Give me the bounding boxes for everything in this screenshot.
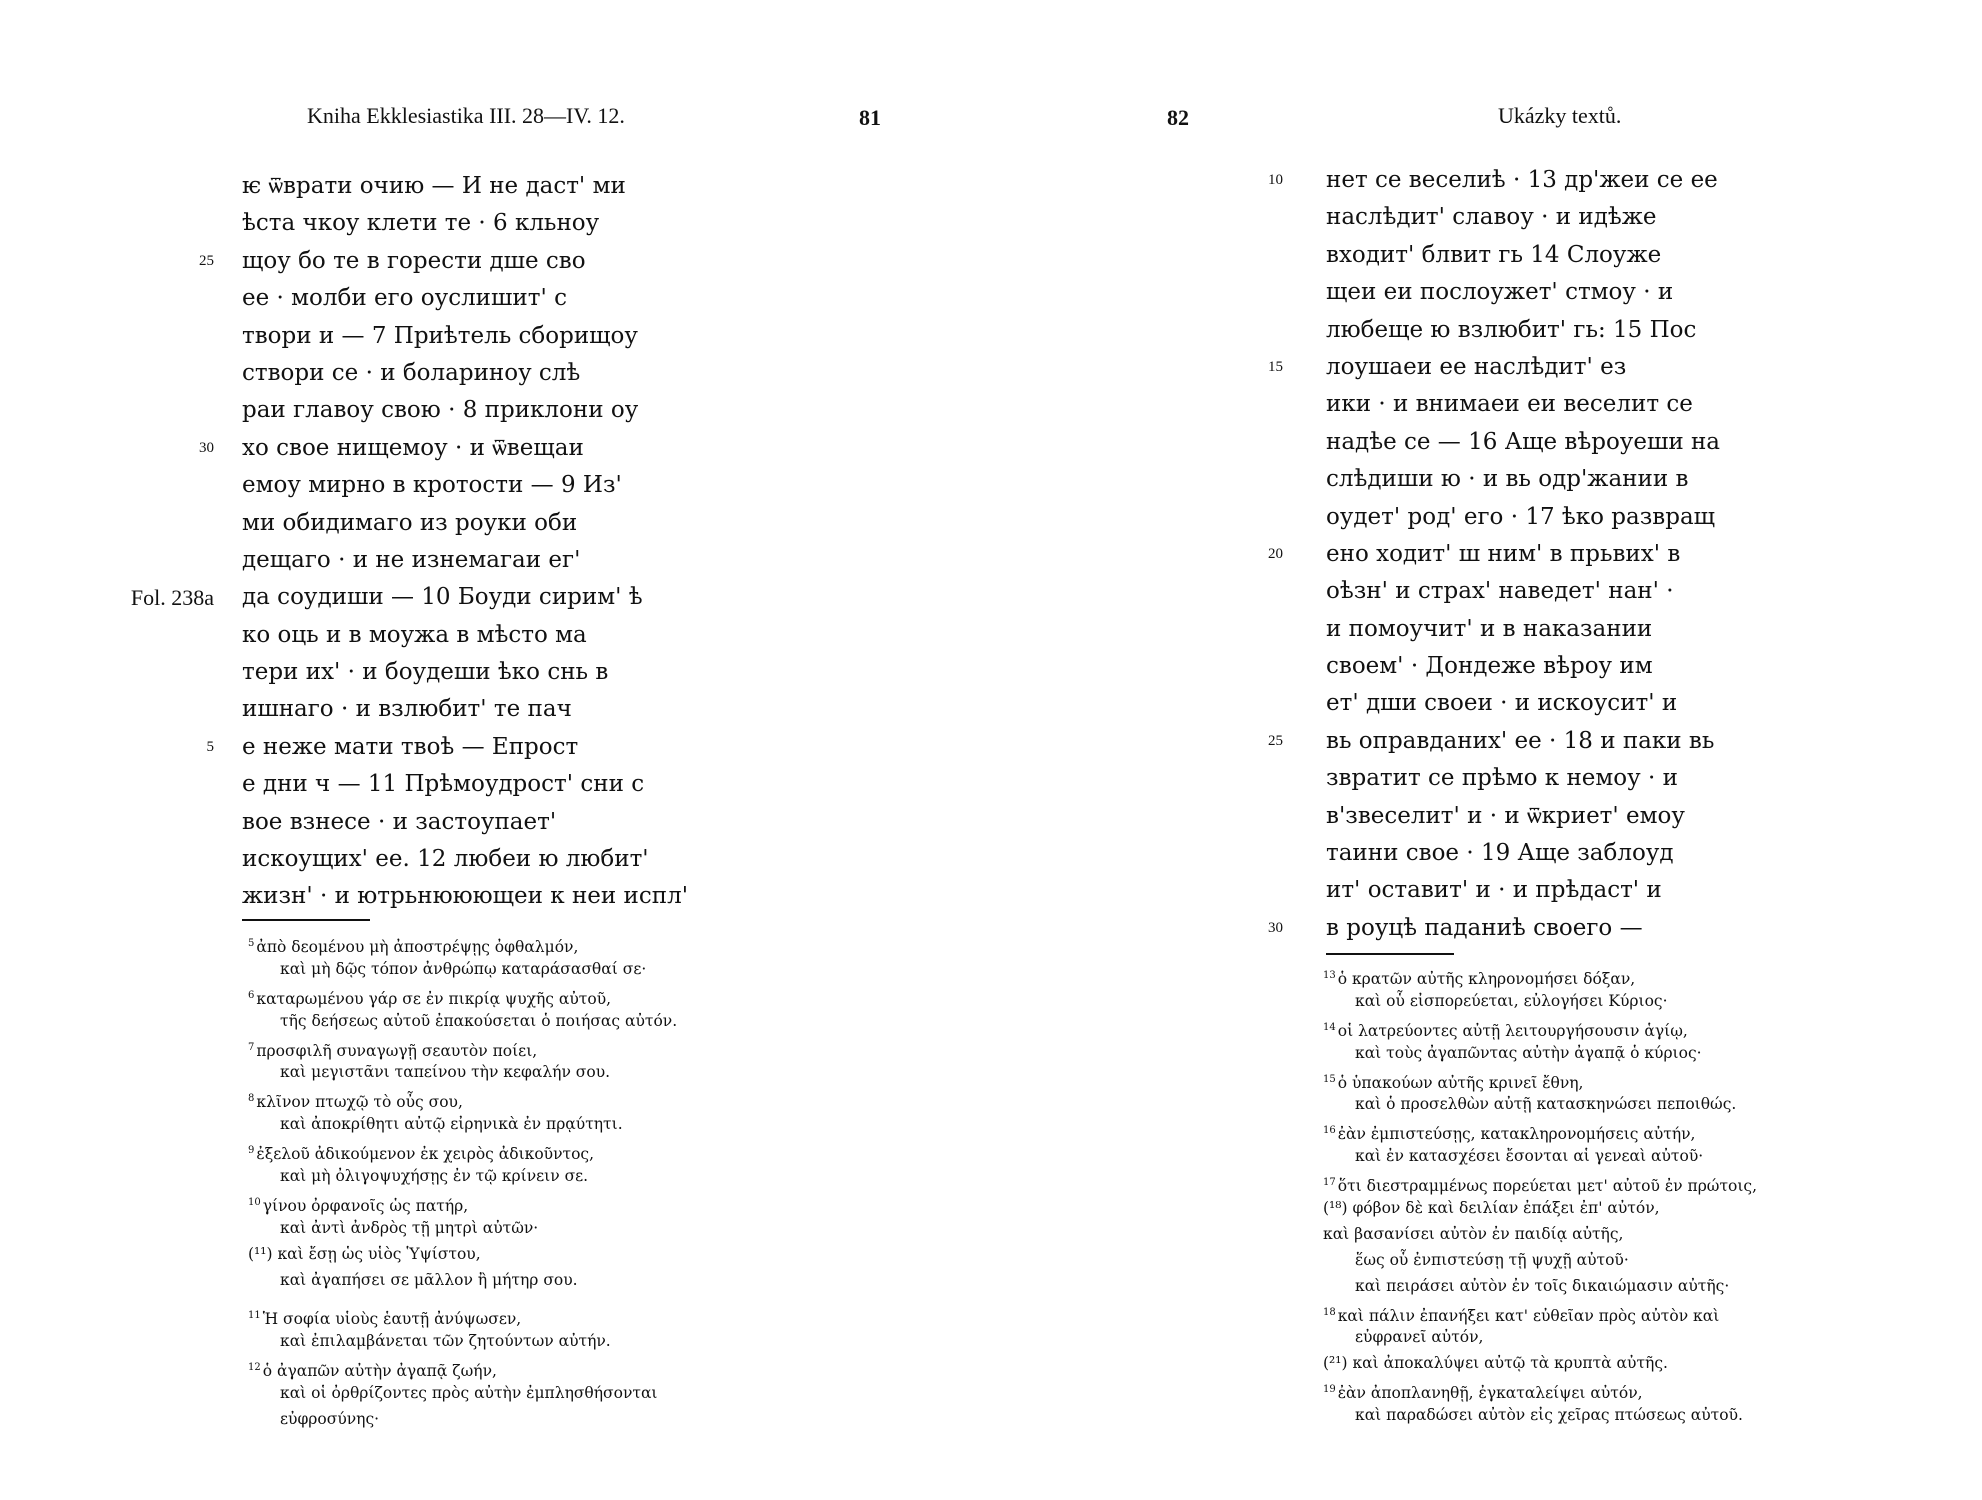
line-number: 20	[1268, 545, 1283, 562]
verse-line-text: своем' · Дондеже вѣроу им	[1326, 653, 1653, 680]
verse-line-text: раи главоу свою · 8 приклони оу	[242, 397, 639, 424]
footnote-verse-number: 10	[248, 1196, 261, 1208]
footnote-line	[1323, 1170, 1757, 1196]
verse-line-text: да соудиши — 10 Боуди сирим' ѣ	[242, 584, 643, 611]
footnote-line	[1323, 1092, 1757, 1118]
footnote-text: κλῖνον πτωχῷ τὸ οὖς σου,	[256, 1093, 463, 1112]
verse-line-text: оѣзн' и страх' наведет' нан' ·	[1326, 578, 1674, 605]
verse-line	[1326, 760, 1720, 797]
verse-line	[242, 766, 688, 803]
footnote-line	[248, 931, 677, 957]
line-number: 5	[206, 738, 214, 755]
verse-line-text: ѣста чкоу клети те · 6 кльноу	[242, 210, 600, 237]
footnote-verse-number: 12	[248, 1362, 261, 1374]
footnote-verse-number: 8	[248, 1093, 255, 1105]
verse-line	[242, 392, 688, 429]
footnote-text: καὶ οὗ εἰσπορεύεται, εὐλογήσει Κύριος·	[1355, 991, 1668, 1010]
greek-footnotes	[1323, 963, 1757, 1429]
footnote-line	[248, 983, 677, 1009]
footnote-text: καὶ τοὺς ἀγαπῶντας αὐτὴν ἀγαπᾷ ὁ κύριος·	[1355, 1043, 1702, 1062]
verse-line	[206, 729, 688, 766]
verse-line	[242, 804, 688, 841]
verse-line	[1326, 685, 1720, 722]
footnote-text: εὐφρανεῖ αὐτόν,	[1355, 1328, 1484, 1347]
verse-line	[242, 691, 688, 728]
verse-line	[242, 168, 688, 205]
verse-line	[1326, 872, 1720, 909]
footnote-verse-number: 7	[248, 1041, 255, 1053]
footnote-line	[248, 1009, 677, 1035]
footnote-verse-number: 19	[1323, 1384, 1336, 1396]
verse-line-text: надѣе се — 16 Аще вѣроуеши на	[1326, 428, 1721, 455]
footnote-rule	[1326, 953, 1454, 955]
footnote-line	[248, 1216, 677, 1242]
verse-line	[1326, 199, 1720, 236]
footnote-text: οἱ λατρεύοντες αὐτῇ λειτουργήσουσιν ἁγίῳ,	[1337, 1021, 1688, 1040]
verse-line-text: твори и — 7 Приѣтель сборищоу	[242, 322, 638, 349]
footnote-text: ὁ κρατῶν αὐτῆς κληρονομήσει δόξαν,	[1337, 970, 1636, 988]
footnote-text: καὶ ἐπιλαμβάνεται τῶν ζητούντων αὐτήν.	[280, 1332, 611, 1351]
footnote-verse-number: 17	[1323, 1177, 1336, 1189]
footnote-text: (¹¹) καὶ ἔσῃ ὡς υἱὸς Ὑψίστου,	[248, 1244, 481, 1263]
verse-line-text: искоущих' ее. 12 любеи ю любит'	[242, 846, 649, 873]
greek-footnotes	[248, 931, 677, 1433]
footnote-verse-number: 9	[248, 1145, 255, 1157]
footnote-verse-number: 16	[1323, 1125, 1336, 1137]
footnote-text: ἕως οὗ ἐνπιστεύσῃ τῇ ψυχῇ αὐτοῦ·	[1355, 1250, 1629, 1269]
footnote-line	[1323, 1015, 1757, 1041]
footnote-line	[248, 1381, 677, 1407]
footnote-text: καὶ ἀντὶ ἀνδρὸς τῇ μητρὶ αὐτῶν·	[280, 1218, 539, 1237]
verse-line	[242, 205, 688, 242]
verse-line-text: дещаго · и не изнемагаи ег'	[242, 546, 581, 573]
footnote-text: καὶ πειράσει αὐτὸν ἐν τοῖς δικαιώμασιν αὐτῆς·	[1355, 1276, 1730, 1295]
line-number: 30	[199, 439, 214, 456]
verse-line-text: жизн' · и ютрьнююющеи к неи испл'	[242, 883, 689, 910]
footnote-text: καὶ οἱ ὀρθρίζοντες πρὸς αὐτὴν ἐμπλησθήσονται	[280, 1384, 658, 1403]
footnote-line	[248, 1407, 677, 1433]
verse-line-text: емоу мирно в кротости — 9 Из'	[242, 472, 622, 499]
footnote-verse-number: 18	[1323, 1306, 1336, 1318]
verse-line-text: вое взнесе · и застоупает'	[242, 808, 557, 835]
footnote-line	[1323, 1067, 1757, 1093]
footnote-line	[1323, 1144, 1757, 1170]
footnote-line	[248, 1329, 677, 1355]
verse-line-text: хо свое нищемоу · и ѿвещаи	[242, 434, 584, 461]
verse-line-text: оудет' род' его · 17 ѣко развращ	[1326, 503, 1716, 530]
footnote-text: γίνου ὀρφανοῖς ὡς πατήρ,	[262, 1196, 469, 1215]
verse-line	[1326, 386, 1720, 423]
footnote-line	[1323, 989, 1757, 1015]
footnote-text: καὶ ὁ προσελθὼν αὐτῇ κατασκηνώσει πεποιθώς.	[1355, 1095, 1737, 1114]
footnote-text: καὶ πάλιν ἐπανήξει κατ' εὐθεῖαν πρὸς αὐτὸν καὶ	[1337, 1306, 1720, 1325]
footnote-text: καταρωμένου γάρ σε ἐν πικρίᾳ ψυχῆς αὐτοῦ,	[256, 989, 612, 1008]
verse-line	[242, 841, 688, 878]
verse-line	[1326, 461, 1720, 498]
page-number: 81	[859, 105, 881, 130]
footnote-line	[248, 1060, 677, 1086]
line-number: 15	[1268, 358, 1283, 375]
verse-text	[1268, 162, 1721, 947]
line-number: 25	[1268, 732, 1283, 749]
footnote-text: ἐὰν ἀποπλανηθῇ, ἐγκαταλείψει αὐτόν,	[1337, 1384, 1643, 1403]
running-head: Kniha Ekklesiastika III. 28—IV. 12.	[307, 103, 625, 128]
verse-line-text: нет се веселиѣ · 13 др'жеи се ее	[1326, 167, 1718, 193]
verse-line-text: вь оправданих' ее · 18 и паки вь	[1326, 727, 1715, 754]
footnote-text: ὅτι διεστραμμένως πορεύεται μετ' αὐτοῦ ἐν πρώτοις,	[1337, 1177, 1758, 1196]
verse-line	[242, 280, 688, 317]
verse-line	[1326, 573, 1720, 610]
verse-line-text: входит' блвит гь 14 Слоуже	[1326, 241, 1662, 268]
footnote-verse-number: 15	[1323, 1073, 1336, 1085]
verse-line	[199, 430, 688, 467]
footnote-text: καὶ μὴ ὀλιγοψυχήσῃς ἐν τῷ κρίνειν σε.	[280, 1167, 589, 1186]
verse-line-text: ено ходит' ш ним' в прьвих' в	[1326, 540, 1681, 567]
verse-line	[1268, 536, 1720, 573]
verse-line	[242, 542, 688, 579]
footnote-text: καὶ ἀγαπήσει σε μᾶλλον ἢ μήτηρ σου.	[280, 1270, 578, 1289]
footnote-line	[1323, 1325, 1757, 1351]
footnote-line	[1323, 1222, 1757, 1248]
verse-line	[242, 505, 688, 542]
footnote-verse-number: 5	[248, 938, 255, 949]
verse-line	[1326, 424, 1720, 461]
verse-line-text: е неже мати твоѣ — Епрост	[242, 733, 579, 760]
footnote-line	[248, 1303, 677, 1329]
verse-line-text: е дни ч — 11 Прѣмоудрост' сни с	[242, 771, 645, 798]
verse-line	[1268, 910, 1720, 947]
verse-line	[1268, 162, 1720, 199]
footnote-text: καὶ βασανίσει αὐτὸν ἐν παιδίᾳ αὐτῆς,	[1323, 1224, 1624, 1243]
footnote-verse-number: 13	[1323, 970, 1336, 981]
verse-line	[242, 467, 688, 504]
footnote-text: εὐφροσύνης·	[280, 1410, 380, 1429]
verse-line	[1326, 274, 1720, 311]
verse-line	[1326, 237, 1720, 274]
verse-line-text: ко оць и в моужа в мѣсто ма	[242, 621, 587, 648]
verse-line	[242, 355, 688, 392]
footnote-text: καὶ μὴ δῷς τόπον ἀνθρώπῳ καταράσασθαί σε·	[280, 959, 647, 978]
verse-line-text: слѣдиши ю · и вь одр'жании в	[1326, 466, 1689, 493]
verse-line	[242, 878, 688, 915]
verse-text	[130, 168, 689, 916]
footnote-line	[248, 1268, 677, 1294]
footnote-line	[248, 1035, 677, 1061]
footnote-line	[248, 957, 677, 983]
footnote-text: ὁ ἀγαπῶν αὐτὴν ἀγαπᾷ ζωήν,	[262, 1362, 497, 1381]
line-number: 10	[1268, 172, 1283, 188]
verse-line	[1326, 312, 1720, 349]
footnote-line	[1323, 1274, 1757, 1300]
verse-line-text: створи се · и болариноу слѣ	[242, 359, 581, 386]
verse-line-text: щеи еи послоужет' стмоу · и	[1326, 279, 1674, 306]
footnote-line	[248, 1190, 677, 1216]
footnote-line	[248, 1164, 677, 1190]
verse-line-text: ѥ ѿврати очию — И не даст' ми	[242, 173, 626, 199]
right-page	[991, 0, 1982, 1500]
verse-line	[242, 318, 688, 355]
verse-line	[242, 654, 688, 691]
verse-line	[1326, 798, 1720, 835]
footnote-text: ὁ ὑπακούων αὐτῆς κρινεῖ ἔθνη,	[1337, 1073, 1584, 1092]
footnote-text: καὶ ἀποκρίθητι αὐτῷ εἰρηνικὰ ἐν πρᾳύτητι.	[280, 1115, 623, 1134]
verse-line-text: ми обидимаго из роуки оби	[242, 509, 578, 536]
footnote-text: καὶ παραδώσει αὐτὸν εἰς χεῖρας πτώσεως αὐτοῦ.	[1355, 1406, 1743, 1425]
verse-line-text: в'звеселит' и · и ѿкриет' емоу	[1326, 802, 1685, 829]
footnote-line	[248, 1112, 677, 1138]
verse-line-text: щоу бо те в горести дше сво	[242, 247, 586, 274]
verse-line-text: тери их' · и боудеши ѣко снь в	[242, 659, 609, 686]
footnote-text: τῆς δεήσεως αὐτοῦ ἐπακούσεται ὁ ποιήσας αὐτόν.	[280, 1011, 678, 1030]
verse-line	[242, 617, 688, 654]
footnote-line	[1323, 1300, 1757, 1326]
verse-line	[1326, 499, 1720, 536]
folio-marker: Fol. 238a	[130, 585, 214, 611]
verse-line-text: в роуцѣ паданиѣ своего —	[1326, 914, 1643, 941]
footnote-line	[248, 1138, 677, 1164]
footnote-verse-number: 14	[1323, 1021, 1336, 1033]
footnote-line	[248, 1355, 677, 1381]
footnote-text: (²¹) καὶ ἀποκαλύψει αὐτῷ τὰ κρυπτὰ αὐτῆς.	[1323, 1354, 1668, 1373]
footnote-text: ἐὰν ἐμπιστεύσῃς, κατακληρονομήσεις αὐτήν,	[1337, 1125, 1696, 1144]
verse-line-text: и помоучит' и в наказании	[1326, 615, 1653, 642]
footnote-verse-number: 11	[248, 1310, 261, 1322]
footnote-text: ἀπὸ δεομένου μὴ ἀποστρέψῃς ὀφθαλμόν,	[256, 938, 579, 956]
verse-line-text: таини свое · 19 Аще заблоуд	[1326, 840, 1674, 867]
footnote-text: (¹⁸) φόβον δὲ καὶ δειλίαν ἐπάξει ἐπ' αὐτόν,	[1323, 1199, 1660, 1218]
verse-line	[1326, 611, 1720, 648]
verse-line-text: ее · молби его оуслишит' с	[242, 285, 567, 312]
verse-line-text: звратит се прѣмо к немоу · и	[1326, 765, 1678, 792]
verse-line	[199, 243, 688, 280]
footnote-rule	[242, 919, 370, 921]
footnote-line	[248, 1086, 677, 1112]
footnote-verse-number: 6	[248, 989, 255, 1001]
verse-line-text: ит' оставит' и · и прѣдаст' и	[1326, 877, 1662, 904]
footnote-line	[1323, 1248, 1757, 1274]
footnote-text: ἐξελοῦ ἀδικούμενον ἐκ χειρὸς ἀδικοῦντος,	[256, 1145, 595, 1164]
verse-line	[1268, 349, 1720, 386]
footnote-line	[1323, 1118, 1757, 1144]
verse-line-text: ики · и внимаеи еи веселит се	[1326, 391, 1693, 418]
footnote-text: καὶ ἐν κατασχέσει ἔσονται αἱ γενεαὶ αὐτοῦ·	[1355, 1147, 1704, 1166]
footnote-text: καὶ μεγιστᾶνι ταπείνου τὴν κεφαλήν σου.	[280, 1063, 611, 1082]
footnote-line	[1323, 1351, 1757, 1377]
footnote-line	[1323, 963, 1757, 989]
verse-line	[130, 579, 688, 616]
footnote-line	[1323, 1377, 1757, 1403]
verse-line-text: любеще ю взлюбит' гь: 15 Пос	[1326, 316, 1697, 343]
footnote-line	[1323, 1403, 1757, 1429]
footnote-line	[1323, 1196, 1757, 1222]
footnote-text: Ἡ σοφία υἱοὺς ἑαυτῇ ἀνύψωσεν,	[262, 1310, 522, 1329]
line-number: 25	[199, 252, 214, 269]
line-number: 30	[1268, 919, 1283, 936]
verse-line-text: наслѣдит' славоу · и идѣже	[1326, 204, 1657, 231]
verse-line-text: ишнаго · и взлюбит' те пач	[242, 696, 572, 723]
verse-line-text: ет' дши своеи · и искоусит' и	[1326, 690, 1678, 717]
page-number: 82	[1167, 105, 1189, 130]
footnote-text: προσφιλῆ συναγωγῇ σεαυτὸν ποίει,	[256, 1041, 538, 1060]
verse-line	[1268, 723, 1720, 760]
verse-line	[1326, 648, 1720, 685]
verse-line-text: лоушаеи ее наслѣдит' ез	[1326, 353, 1627, 380]
footnote-line	[1323, 1041, 1757, 1067]
verse-line	[1326, 835, 1720, 872]
footnote-line	[248, 1242, 677, 1268]
running-head: Ukázky textů.	[1498, 103, 1622, 128]
